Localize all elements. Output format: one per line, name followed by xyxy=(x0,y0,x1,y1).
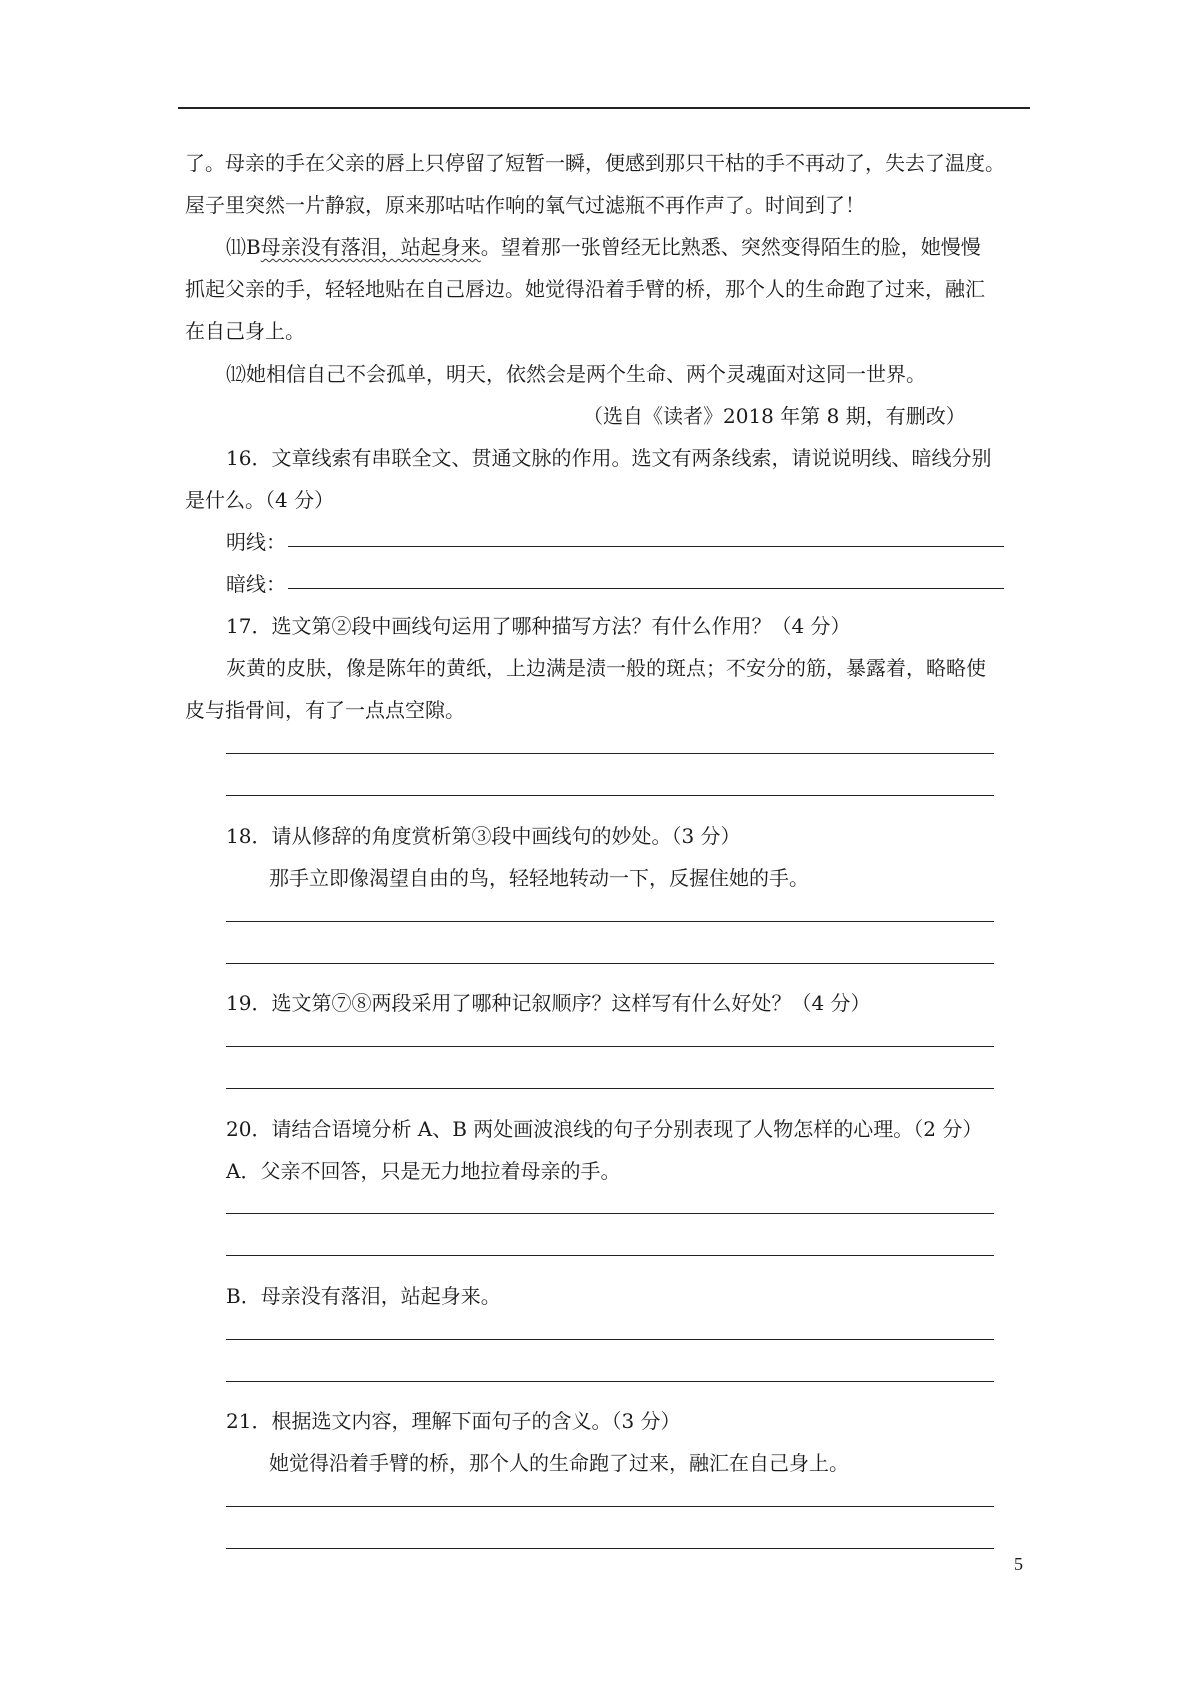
answer-line-an-xian[interactable] xyxy=(288,588,1004,589)
passage-line: 抓起父亲的手，轻轻地贴在自己唇边。她觉得沿着手臂的桥，那个人的生命跑了过来，融汇 xyxy=(185,277,985,301)
question-16: 16．文章线索有串联全文、贯通文脉的作用。选文有两条线索，请说说明线、暗线分别 xyxy=(226,446,992,470)
answer-line[interactable] xyxy=(226,1339,994,1340)
answer-line[interactable] xyxy=(226,1088,994,1089)
question-16-cont: 是什么。（4 分） xyxy=(185,488,335,512)
question-17: 17．选文第②段中画线句运用了哪种描写方法？有什么作用？（4 分） xyxy=(226,614,851,638)
answer-line[interactable] xyxy=(226,795,994,796)
passage-line: 在自己身上。 xyxy=(185,319,305,343)
answer-line[interactable] xyxy=(226,1213,994,1214)
page-number: 5 xyxy=(1014,1554,1023,1574)
answer-line[interactable] xyxy=(226,1506,994,1507)
answer-line[interactable] xyxy=(226,921,994,922)
source-citation: （选自《读者》2018 年第 8 期，有删改） xyxy=(583,404,966,428)
question-18: 18．请从修辞的角度赏析第③段中画线句的妙处。（3 分） xyxy=(226,824,741,848)
question-21-quote: 她觉得沿着手臂的桥，那个人的生命跑了过来，融汇在自己身上。 xyxy=(269,1451,849,1475)
question-18-quote: 那手立即像渴望自由的鸟，轻轻地转动一下，反握住她的手。 xyxy=(269,866,809,890)
question-20: 20．请结合语境分析 A、B 两处画波浪线的句子分别表现了人物怎样的心理。（2 分） xyxy=(226,1117,983,1141)
passage-line: 屋子里突然一片静寂，原来那咕咕作响的氧气过滤瓶不再作声了。时间到了！ xyxy=(185,193,865,217)
label-an-xian: 暗线： xyxy=(226,572,286,596)
answer-line[interactable] xyxy=(226,1381,994,1382)
paragraph-12: ⑿她相信自己不会孤单，明天，依然会是两个生命、两个灵魂面对这同一世界。 xyxy=(226,362,926,386)
question-19: 19．选文第⑦⑧两段采用了哪种记叙顺序？这样写有什么好处？（4 分） xyxy=(226,991,871,1015)
paragraph-number: ⑾B xyxy=(226,235,261,259)
answer-line-ming-xian[interactable] xyxy=(288,546,1004,547)
answer-line[interactable] xyxy=(226,1255,994,1256)
passage-text: 。望着那一张曾经无比熟悉、突然变得陌生的脸，她慢慢 xyxy=(480,235,981,259)
answer-line[interactable] xyxy=(226,963,994,964)
paragraph-11 xyxy=(226,234,981,260)
answer-line[interactable] xyxy=(226,1046,994,1047)
answer-line[interactable] xyxy=(226,1548,994,1549)
question-17-quote-cont: 皮与指骨间，有了一点点空隙。 xyxy=(185,698,465,722)
answer-line[interactable] xyxy=(226,753,994,754)
question-21: 21．根据选文内容，理解下面句子的含义。（3 分） xyxy=(226,1409,681,1433)
wavy-underlined-sentence-b: 母亲没有落泪，站起身来 xyxy=(260,235,481,259)
question-20-b: B．母亲没有落泪，站起身来。 xyxy=(226,1284,501,1308)
passage-line: 了。母亲的手在父亲的唇上只停留了短暂一瞬，便感到那只干枯的手不再动了，失去了温度。 xyxy=(185,151,1005,175)
question-17-quote: 灰黄的皮肤，像是陈年的黄纸，上边满是渍一般的斑点；不安分的筋，暴露着，略略使 xyxy=(226,656,986,680)
label-ming-xian: 明线： xyxy=(226,530,286,554)
question-20-a: A．父亲不回答，只是无力地拉着母亲的手。 xyxy=(226,1159,621,1183)
header-rule xyxy=(178,107,1030,109)
